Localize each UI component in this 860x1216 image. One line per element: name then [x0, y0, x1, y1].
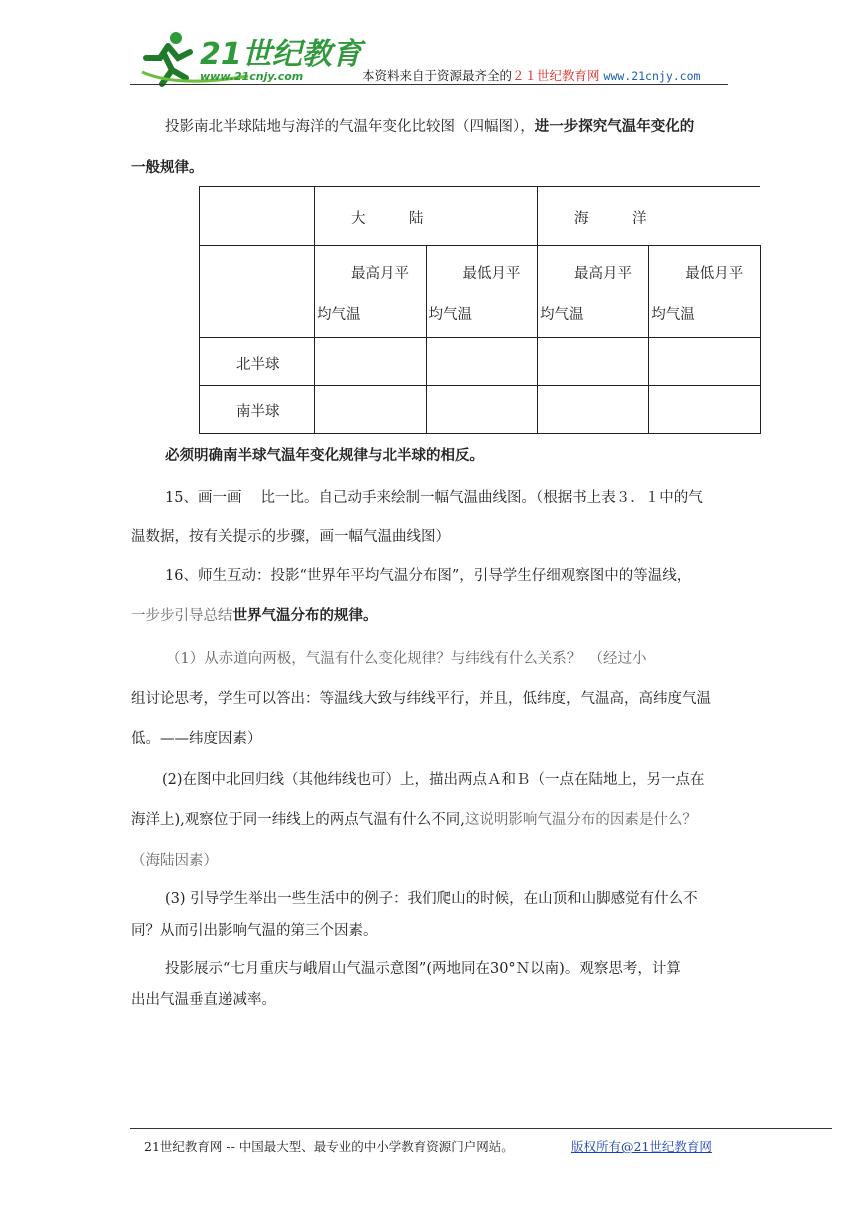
header-divider — [130, 84, 728, 85]
table-cell — [649, 386, 760, 434]
table-row — [200, 338, 761, 386]
row-label-south: 南半球 — [200, 386, 315, 434]
paragraph-7-line-1: (3) 引导学生举出一些生活中的例子：我们爬山的时候，在山顶和山脚感觉有什么不 — [165, 891, 698, 907]
paragraph-6-line-1: (2)在图中北回归线（其他纬线也可）上，描出两点Ａ和Ｂ（一点在陆地上，另一点在 — [162, 772, 705, 788]
footer-copyright-link[interactable]: 版权所有@21世纪教育网 — [571, 1139, 712, 1154]
note-url[interactable]: www.21cnjy.com — [603, 69, 701, 83]
table-corner-cell — [200, 187, 315, 246]
ocean-min-header: 最低月平 均气温 — [649, 246, 760, 338]
paragraph-6-line-3: （海陆因素） — [131, 853, 218, 869]
table-blank-cell — [200, 246, 315, 338]
paragraph-8-line-1: 投影展示“七月重庆与峨眉山气温示意图”(两地同在30°Ｎ以南)。观察思考，计算 — [165, 961, 681, 977]
table-cell — [426, 338, 538, 386]
paragraph-5-line-1: （1）从赤道向两极，气温有什么变化规律？与纬线有什么关系？ （经过小 — [166, 651, 647, 667]
runner-icon — [138, 28, 362, 90]
note-site[interactable]: ２１世纪教育网 — [512, 68, 600, 83]
paragraph-8-line-2: 出出气温垂直递减率。 — [131, 992, 276, 1008]
table-cell — [538, 386, 649, 434]
header-source-note — [362, 66, 700, 84]
paragraph-3-line-2: 温数据，按有关提示的步骤，画一幅气温曲线图） — [131, 529, 450, 545]
table-cell — [315, 338, 427, 386]
table-row — [200, 386, 761, 434]
paragraph-5-line-3: 低。——纬度因素） — [131, 731, 262, 747]
table-cell — [649, 338, 760, 386]
svg-text:www.21cnjy.com: www.21cnjy.com — [200, 70, 304, 83]
header-ocean: 海 洋 — [538, 187, 761, 246]
paragraph-6-line-2: 海洋上),观察位于同一纬线上的两点气温有什么不同,这说明影响气温分布的因素是什么？ — [131, 812, 697, 828]
table-cell — [538, 338, 649, 386]
footer-tagline: 21世纪教育网 -- 中国最大型、最专业的中小学教育资源门户网站。 — [144, 1139, 514, 1154]
svg-text:21世纪教育: 21世纪教育 — [200, 37, 362, 72]
temperature-comparison-table — [199, 186, 761, 434]
paragraph-7-line-2: 同？从而引出影响气温的第三个因素。 — [131, 923, 378, 939]
paragraph-4-line-2: 一步步引导总结世界气温分布的规律。 — [131, 607, 378, 624]
site-logo — [138, 28, 362, 90]
paragraph-2: 必须明确南半球气温年变化规律与北半球的相反。 — [165, 447, 484, 464]
paragraph-3-line-1: 15、画一画 比一比。自己动手来绘制一幅气温曲线图。（根据书上表３．１中的气 — [165, 490, 703, 506]
table-cell — [426, 386, 538, 434]
row-label-north: 北半球 — [200, 338, 315, 386]
ocean-max-header: 最高月平 均气温 — [538, 246, 649, 338]
paragraph-1-line-2: 一般规律。 — [131, 159, 204, 176]
note-prefix: 本资料来自于资源最齐全的 — [362, 68, 513, 83]
land-min-header: 最低月平 均气温 — [426, 246, 538, 338]
paragraph-1-line-1: 投影南北半球陆地与海洋的气温年变化比较图（四幅图），进一步探究气温年变化的 — [165, 118, 695, 135]
paragraph-4-line-1: 16、师生互动：投影“世界年平均气温分布图”，引导学生仔细观察图中的等温线， — [165, 568, 692, 584]
land-max-header: 最高月平 均气温 — [315, 246, 427, 338]
paragraph-5-line-2: 组讨论思考，学生可以答出：等温线大致与纬线平行，并且，低纬度，气温高，高纬度气温 — [131, 691, 711, 707]
footer-divider — [130, 1128, 832, 1129]
table-cell — [315, 386, 427, 434]
header-land: 大 陆 — [315, 187, 538, 246]
